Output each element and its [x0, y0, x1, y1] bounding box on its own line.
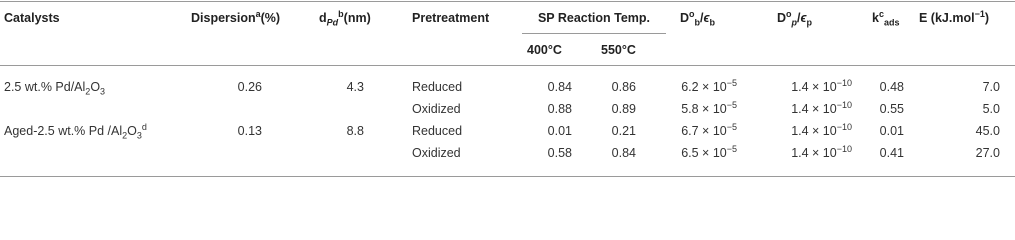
table-top-rule	[0, 1, 1015, 2]
db-exponent: −5	[726, 99, 737, 110]
row-temp-400	[516, 145, 572, 161]
kads-value: 0.41	[879, 146, 904, 160]
db-mantissa: 6.5 × 10	[681, 146, 727, 160]
row-dp-eps	[752, 101, 852, 117]
header-dp-eps-sub: p	[806, 17, 813, 28]
temp-400-value: 0.58	[547, 146, 572, 160]
dispersion-value: 0.13	[237, 124, 262, 138]
row-temp-400	[516, 79, 572, 95]
header-dispersion-unit: (%)	[260, 11, 281, 25]
header-temp-400	[527, 42, 562, 58]
catalyst-name: 2.5 wt.% Pd/Al	[4, 80, 86, 94]
db-mantissa: 6.7 × 10	[681, 124, 727, 138]
activation-energy-value: 27.0	[975, 146, 1000, 160]
row-db-eps	[655, 145, 737, 161]
table-bottom-rule	[0, 176, 1015, 177]
pretreatment-value: Oxidized	[412, 146, 461, 160]
kads-value: 0.55	[879, 102, 904, 116]
row-temp-550	[584, 123, 636, 139]
kads-value: 0.48	[879, 80, 904, 94]
dp-mantissa: 1.4 × 10	[791, 102, 837, 116]
row-dp-eps	[752, 79, 852, 95]
temp-400-value: 0.01	[547, 124, 572, 138]
dp-mantissa: 1.4 × 10	[791, 124, 837, 138]
dp-exponent: −10	[836, 121, 852, 132]
catalyst-name: Aged-2.5 wt.% Pd /Al	[4, 124, 123, 138]
row-activation-energy	[940, 145, 1000, 161]
dp-exponent: −10	[836, 99, 852, 110]
catalyst-sub2: 3	[100, 86, 106, 97]
catalyst-sub2: 3	[136, 130, 142, 141]
header-activation-energy	[919, 10, 989, 26]
header-db-sub: b	[694, 17, 701, 28]
header-db-slash: /	[700, 11, 704, 25]
header-dispersion	[191, 10, 280, 26]
header-dp-D: D	[777, 11, 787, 25]
header-dpd-d: d	[319, 11, 327, 25]
db-mantissa: 6.2 × 10	[681, 80, 727, 94]
header-kads-k: k	[872, 11, 879, 25]
temp-400-value: 0.88	[547, 102, 572, 116]
catalyst-sup: d	[141, 121, 147, 132]
row-dpd	[310, 79, 364, 95]
header-catalysts	[4, 10, 60, 26]
kads-value: 0.01	[879, 124, 904, 138]
header-dp-slash: /	[797, 11, 801, 25]
row-temp-400	[516, 123, 572, 139]
row-dispersion	[208, 123, 262, 139]
header-kads-sub: ads	[883, 17, 900, 28]
header-dp-sub: p	[791, 17, 798, 28]
row-temp-400	[516, 101, 572, 117]
header-dpd-sub: Pd	[326, 17, 339, 28]
activation-energy-value: 45.0	[975, 124, 1000, 138]
header-temp-550	[601, 42, 636, 58]
header-sp-group-label: SP Reaction Temp.	[537, 11, 651, 25]
row-db-eps	[655, 79, 737, 95]
pretreatment-value: Reduced	[412, 80, 463, 94]
dp-mantissa: 1.4 × 10	[791, 80, 837, 94]
temp-550-value: 0.86	[611, 80, 636, 94]
row-temp-550	[584, 79, 636, 95]
row-pretreatment	[412, 79, 462, 95]
dp-exponent: −10	[836, 77, 852, 88]
row-pretreatment	[412, 145, 461, 161]
db-exponent: −5	[726, 121, 737, 132]
row-dispersion	[208, 79, 262, 95]
header-dispersion-label: Dispersion	[191, 11, 256, 25]
header-e-label: E (kJ.mol	[919, 11, 975, 25]
header-pretreatment	[412, 10, 489, 26]
row-kads	[858, 79, 904, 95]
header-e-close: )	[984, 11, 990, 25]
header-e-sup: −1	[974, 8, 985, 19]
row-kads	[858, 145, 904, 161]
activation-energy-value: 5.0	[982, 102, 1000, 116]
catalyst-mid: O	[90, 80, 101, 94]
header-dpd-sup: b	[338, 8, 344, 19]
temp-550-value: 0.21	[611, 124, 636, 138]
row-temp-550	[584, 101, 636, 117]
dp-exponent: −10	[836, 143, 852, 154]
db-exponent: −5	[726, 77, 737, 88]
header-db-eps-sub: b	[709, 17, 716, 28]
temp-550-value: 0.89	[611, 102, 636, 116]
row-dp-eps	[752, 123, 852, 139]
row-activation-energy	[940, 101, 1000, 117]
activation-energy-value: 7.0	[982, 80, 1000, 94]
row-temp-550	[584, 145, 636, 161]
row-kads	[858, 123, 904, 139]
header-temp-550-label: 550°C	[601, 43, 636, 57]
header-dp-eps	[777, 10, 812, 26]
db-mantissa: 5.8 × 10	[681, 102, 727, 116]
header-catalysts-label: Catalysts	[4, 11, 60, 25]
header-db-D: D	[680, 11, 690, 25]
header-kads	[872, 10, 899, 26]
header-pretreatment-label: Pretreatment	[412, 11, 490, 25]
temp-550-value: 0.84	[611, 146, 636, 160]
header-dpd-unit: (nm)	[343, 11, 371, 25]
row-activation-energy	[940, 123, 1000, 139]
header-dp-eps: ϵ	[800, 11, 807, 25]
db-exponent: −5	[726, 143, 737, 154]
table-header-rule	[0, 65, 1015, 66]
row-dp-eps	[752, 145, 852, 161]
row-catalyst	[4, 123, 147, 139]
header-kads-sup: c	[878, 8, 884, 19]
header-dpd	[319, 10, 371, 26]
row-dpd	[310, 123, 364, 139]
catalyst-sub1: 2	[85, 86, 91, 97]
pretreatment-value: Reduced	[412, 124, 463, 138]
sp-group-rule	[522, 33, 666, 34]
row-kads	[858, 101, 904, 117]
header-db-sup: o	[689, 8, 695, 19]
row-pretreatment	[412, 123, 462, 139]
catalyst-mid: O	[127, 124, 137, 138]
dpd-value: 4.3	[346, 80, 364, 94]
dp-mantissa: 1.4 × 10	[791, 146, 837, 160]
dpd-value: 8.8	[346, 124, 364, 138]
temp-400-value: 0.84	[547, 80, 572, 94]
row-pretreatment	[412, 101, 461, 117]
row-activation-energy	[940, 79, 1000, 95]
row-db-eps	[655, 123, 737, 139]
header-db-eps: ϵ	[703, 11, 710, 25]
pretreatment-value: Oxidized	[412, 102, 461, 116]
header-temp-400-label: 400°C	[527, 43, 562, 57]
header-sp-group	[522, 10, 666, 26]
header-dp-sup: o	[786, 8, 792, 19]
dispersion-value: 0.26	[237, 80, 262, 94]
row-db-eps	[655, 101, 737, 117]
header-dispersion-sup: a	[255, 8, 261, 19]
catalyst-sub1: 2	[122, 130, 128, 141]
header-db-eps	[680, 10, 715, 26]
row-catalyst	[4, 79, 105, 95]
